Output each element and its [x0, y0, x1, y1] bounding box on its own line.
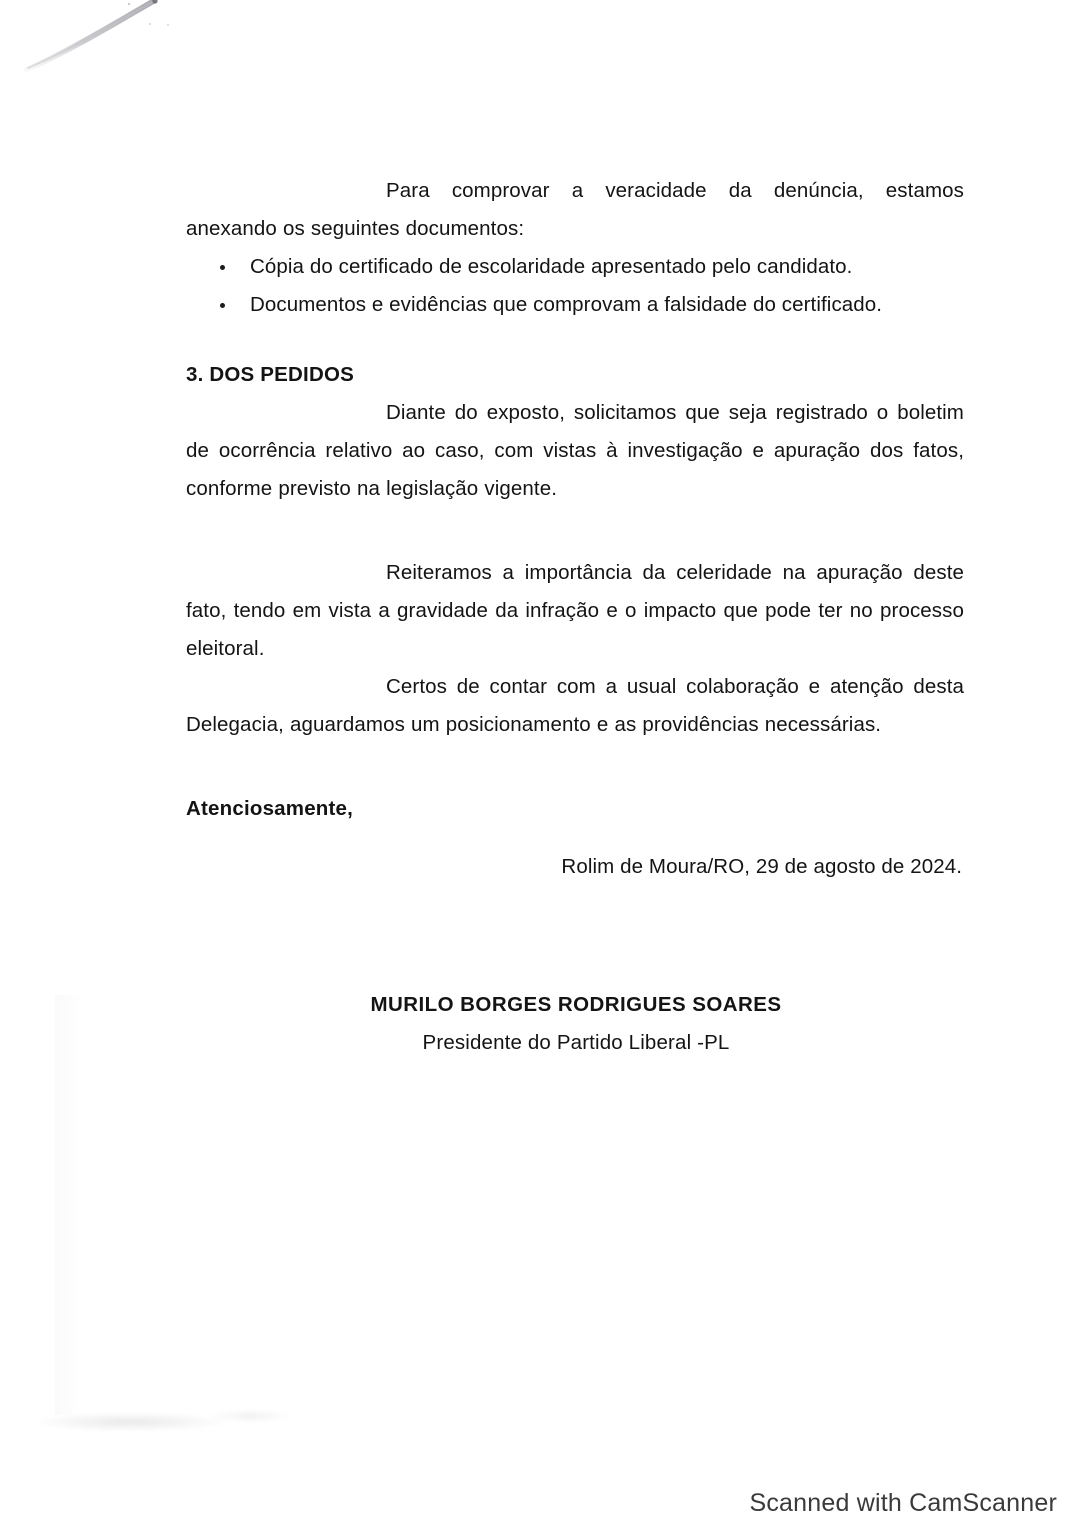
bullet-icon	[220, 303, 225, 308]
paragraph-pedidos-2	[186, 554, 964, 668]
signature-name: MURILO BORGES RODRIGUES SOARES	[370, 993, 782, 1016]
paragraph-pedidos-1-text: Diante do exposto, solicitamos que seja registrado o boletim de ocorrência relativo ao caso, com vistas à investigação e apuração dos fatos, conforme previsto na legislação vigente.	[186, 401, 964, 500]
scan-smudge-artifact	[40, 1400, 340, 1442]
paragraph-pedidos-3	[186, 668, 964, 744]
list-item-label: Cópia do certificado de escolaridade apresentado pelo candidato.	[250, 255, 853, 278]
paragraph-intro	[186, 172, 964, 248]
paragraph-intro-text: Para comprovar a veracidade da denúncia, estamos anexando os seguintes documentos:	[186, 179, 964, 240]
list-item	[186, 286, 964, 324]
paragraph-pedidos-1	[186, 394, 964, 508]
signature-role: Presidente do Partido Liberal -PL	[422, 1031, 730, 1054]
paragraph-pedidos-3-text: Certos de contar com a usual colaboração e atenção desta Delegacia, aguardamos um posicionamento e as providências necessárias.	[186, 675, 964, 736]
section-heading-dos-pedidos: 3. DOS PEDIDOS	[186, 363, 354, 386]
list-item-label: Documentos e evidências que comprovam a falsidade do certificado.	[250, 293, 883, 316]
bullet-icon	[220, 265, 225, 270]
date-line: Rolim de Moura/RO, 29 de agosto de 2024.	[561, 855, 962, 878]
closing-salutation: Atenciosamente,	[186, 797, 354, 820]
list-item	[186, 248, 964, 286]
paragraph-pedidos-2-text: Reiteramos a importância da celeridade na apuração deste fato, tendo em vista a gravidade da infração e o impacto que pode ter no processo eleitoral.	[186, 561, 964, 660]
scan-streak-artifact	[22, 0, 192, 74]
document-body	[186, 0, 964, 1062]
attachment-list	[186, 248, 964, 324]
scan-edge-shading	[55, 995, 81, 1415]
camscanner-watermark: Scanned with CamScanner	[749, 1489, 1057, 1517]
signature-block	[176, 986, 976, 1062]
